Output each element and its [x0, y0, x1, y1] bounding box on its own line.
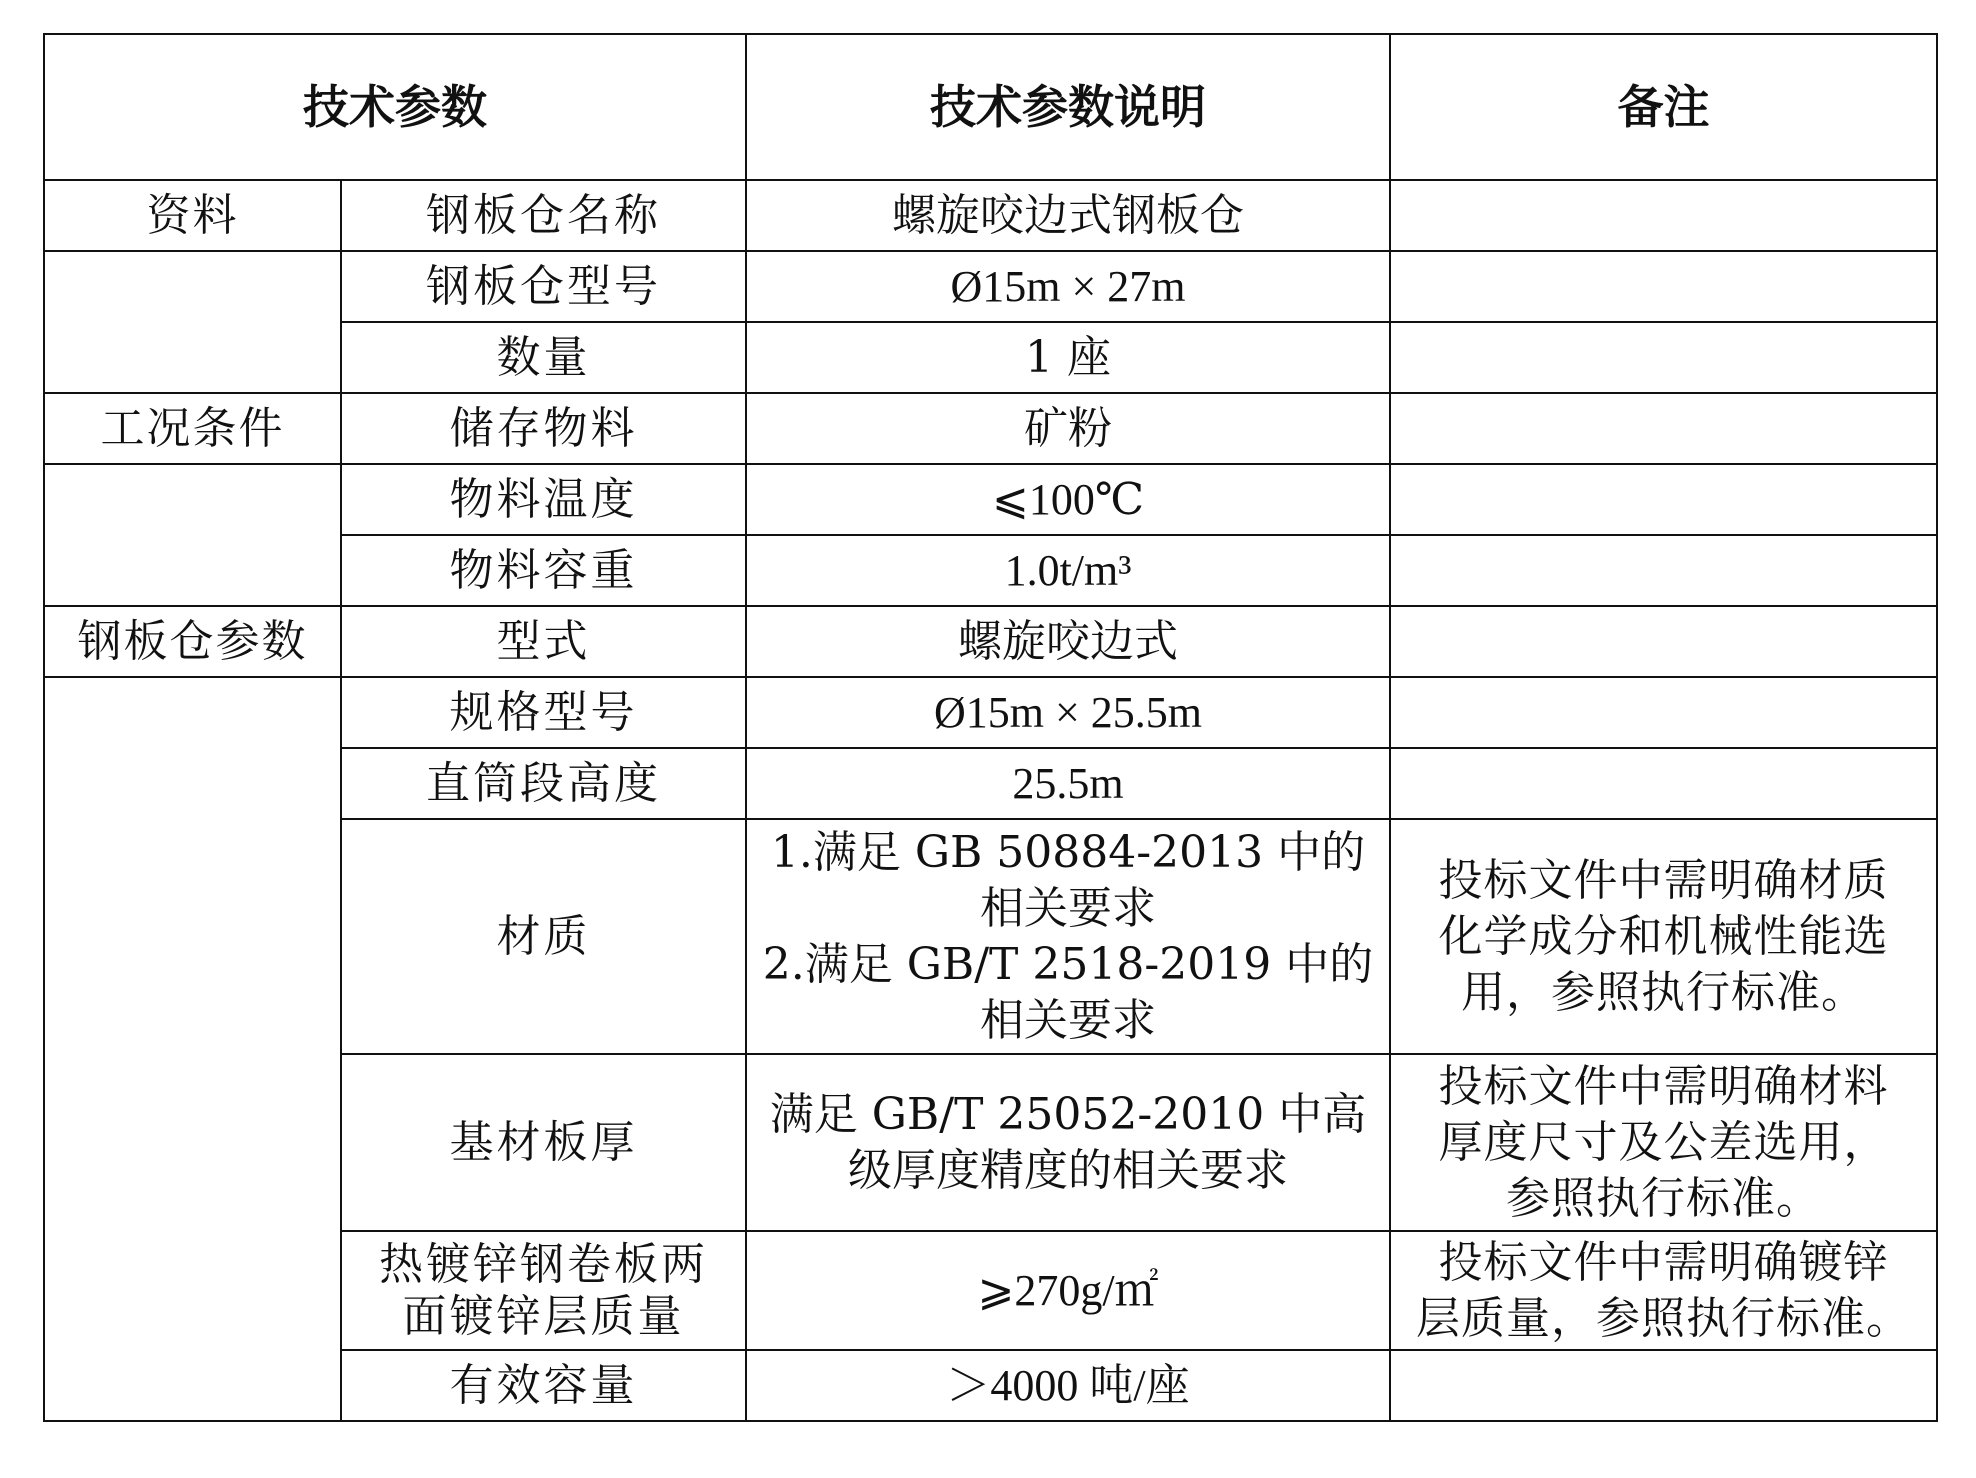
param-desc: Ø15m × 27m	[746, 251, 1390, 322]
param-note	[1390, 677, 1937, 748]
param-note	[1390, 464, 1937, 535]
technical-parameters-table	[43, 33, 1938, 1422]
param-name	[341, 1231, 746, 1350]
header-parameter-description: 技术参数说明	[746, 34, 1390, 180]
param-note	[1390, 1231, 1937, 1350]
param-note	[1390, 535, 1937, 606]
desc-line: 相关要求	[980, 882, 1156, 934]
param-name: 基材板厚	[341, 1054, 746, 1231]
param-note	[1390, 393, 1937, 464]
desc-line: 2.满足 GB/T 2518-2019 中的	[762, 938, 1374, 990]
desc-line: 满足 GB/T 25052-2010 中高	[769, 1088, 1367, 1140]
table-row	[44, 606, 1937, 677]
param-note	[1390, 180, 1937, 251]
desc-line: 相关要求	[980, 994, 1156, 1046]
table-row	[44, 251, 1937, 322]
param-line: 热镀锌钢卷板两	[379, 1238, 708, 1290]
param-desc: ⩽100℃	[746, 464, 1390, 535]
param-desc: Ø15m × 25.5m	[746, 677, 1390, 748]
category-empty-cell	[44, 677, 341, 1421]
param-line: 面镀锌层质量	[402, 1290, 685, 1342]
param-desc: 矿粉	[746, 393, 1390, 464]
header-remarks: 备注	[1390, 34, 1937, 180]
note-line: 参照执行标准。	[1506, 1172, 1821, 1224]
param-desc: 1 座	[746, 322, 1390, 393]
category-silo-params: 钢板仓参数	[44, 606, 341, 677]
table-row	[44, 677, 1937, 748]
param-name: 型式	[341, 606, 746, 677]
param-note	[1390, 819, 1937, 1054]
param-note	[1390, 322, 1937, 393]
category-empty-cell	[44, 251, 341, 393]
param-desc: 1.0t/m³	[746, 535, 1390, 606]
note-line: 化学成分和机械性能选	[1438, 910, 1889, 962]
category-conditions: 工况条件	[44, 393, 341, 464]
param-name: 储存物料	[341, 393, 746, 464]
param-note	[1390, 251, 1937, 322]
category-info: 资料	[44, 180, 341, 251]
param-name: 材质	[341, 819, 746, 1054]
table-row	[44, 464, 1937, 535]
param-desc: 螺旋咬边式钢板仓	[746, 180, 1390, 251]
param-name: 数量	[341, 322, 746, 393]
desc-line: 1.满足 GB 50884-2013 中的	[770, 826, 1366, 878]
note-line: 投标文件中需明确材料	[1438, 1060, 1889, 1112]
note-line: 投标文件中需明确镀锌	[1438, 1236, 1889, 1288]
param-name: 钢板仓型号	[341, 251, 746, 322]
param-name: 直筒段高度	[341, 748, 746, 819]
param-desc: 25.5m	[746, 748, 1390, 819]
param-desc: 螺旋咬边式	[746, 606, 1390, 677]
note-line: 投标文件中需明确材质	[1438, 854, 1889, 906]
param-note	[1390, 1350, 1937, 1421]
param-desc	[746, 1054, 1390, 1231]
param-desc: ＞4000 吨/座	[746, 1350, 1390, 1421]
header-technical-parameters: 技术参数	[44, 34, 746, 180]
param-desc: ⩾270g/㎡	[746, 1231, 1390, 1350]
param-note	[1390, 606, 1937, 677]
table-row	[44, 180, 1937, 251]
param-name: 钢板仓名称	[341, 180, 746, 251]
table-row	[44, 393, 1937, 464]
param-desc	[746, 819, 1390, 1054]
param-note	[1390, 1054, 1937, 1231]
param-name: 物料温度	[341, 464, 746, 535]
param-note	[1390, 748, 1937, 819]
desc-line: 级厚度精度的相关要求	[848, 1144, 1288, 1196]
param-name: 物料容重	[341, 535, 746, 606]
param-name: 规格型号	[341, 677, 746, 748]
note-line: 层质量，参照执行标准。	[1416, 1292, 1911, 1344]
param-name: 有效容量	[341, 1350, 746, 1421]
note-line: 用，参照执行标准。	[1461, 966, 1866, 1018]
category-empty-cell	[44, 464, 341, 606]
table-header-row	[44, 34, 1937, 180]
note-line: 厚度尺寸及公差选用，	[1438, 1116, 1889, 1168]
